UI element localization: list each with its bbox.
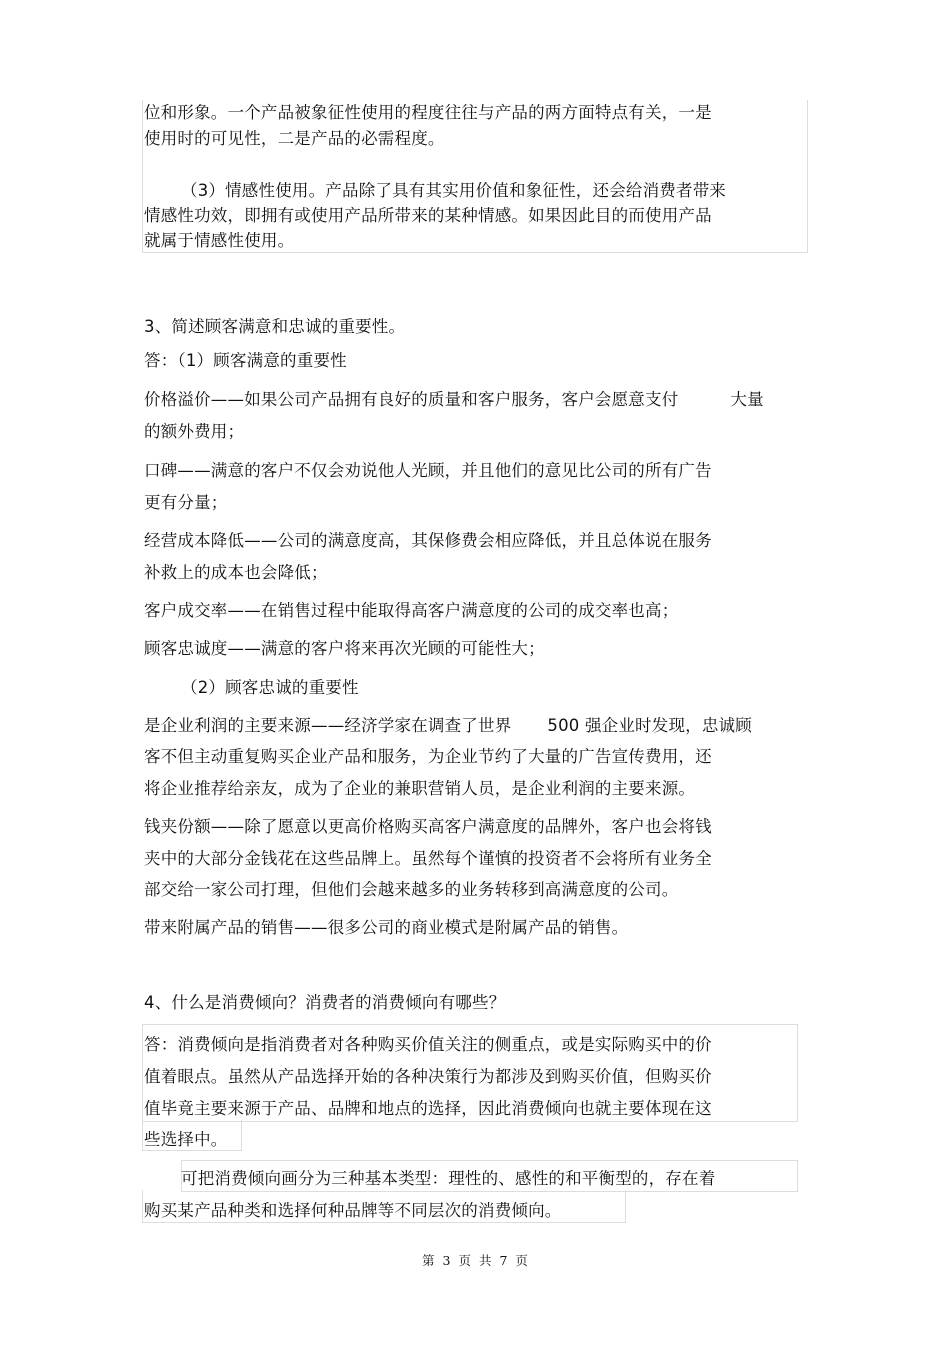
text-line	[144, 715, 752, 737]
footer-di: 第	[422, 1253, 435, 1268]
text-fragment: 是企业利润的主要来源——经济学家在调查了世界	[144, 716, 512, 735]
text-line: 客不但主动重复购买企业产品和服务，为企业节约了大量的广告宣传费用，还	[144, 747, 712, 766]
text-line: 就属于情感性使用。	[144, 231, 295, 250]
text-line: 值着眼点。虽然从产品选择开始的各种决策行为都涉及到购买价值，但购买价	[144, 1067, 712, 1086]
text-line: 补救上的成本也会降低；	[144, 563, 328, 582]
footer-ye: 页	[458, 1253, 471, 1268]
text-fragment: 大量	[730, 390, 764, 409]
text-line: 带来附属产品的销售——很多公司的商业模式是附属产品的销售。	[144, 918, 629, 937]
text-line: （3）情感性使用。产品除了具有其实用价值和象征性，还会给消费者带来	[181, 181, 727, 200]
text-line: 将企业推荐给亲友，成为了企业的兼职营销人员，是企业利润的主要来源。	[144, 779, 696, 798]
text-line: 使用时的可见性，二是产品的必需程度。	[144, 129, 445, 148]
text-line: 客户成交率——在销售过程中能取得高客户满意度的公司的成交率也高；	[144, 601, 679, 620]
text-line: 位和形象。一个产品被象征性使用的程度往往与产品的两方面特点有关，一是	[144, 103, 712, 122]
text-line: 夹中的大部分金钱花在这些品牌上。虽然每个谨慎的投资者不会将所有业务全	[144, 849, 712, 868]
sub-heading: （2）顾客忠诚的重要性	[181, 678, 359, 697]
text-line: 购买某产品种类和选择何种品牌等不同层次的消费倾向。	[144, 1201, 562, 1220]
text-line: 更有分量；	[144, 493, 228, 512]
text-line: 答：消费倾向是指消费者对各种购买价值关注的侧重点，或是实际购买中的价	[144, 1035, 712, 1054]
footer-gong: 共	[478, 1253, 492, 1268]
footer-ye2: 页	[515, 1253, 528, 1268]
text-fragment: 价格溢价——如果公司产品拥有良好的质量和客户服务，客户会愿意支付	[144, 390, 679, 409]
text-line: 顾客忠诚度——满意的客户将来再次光顾的可能性大；	[144, 639, 545, 658]
text-line: 口碑——满意的客户不仅会劝说他人光顾，并且他们的意见比公司的所有广告	[144, 461, 712, 480]
text-line: 情感性功效，即拥有或使用产品所带来的某种情感。如果因此目的而使用产品	[144, 206, 712, 225]
page-total: 7	[499, 1253, 508, 1268]
text-line	[144, 389, 764, 411]
text-line: 经营成本降低——公司的满意度高，其保修费会相应降低，并且总体说在服务	[144, 531, 712, 550]
page-number: 3	[442, 1253, 451, 1268]
page-footer	[0, 1251, 950, 1269]
question-title: 4、什么是消费倾向？消费者的消费倾向有哪些？	[144, 993, 506, 1012]
text-line: 值毕竟主要来源于产品、品牌和地点的选择，因此消费倾向也就主要体现在这	[144, 1099, 712, 1118]
text-line: 的额外费用；	[144, 422, 245, 441]
answer-heading: 答：（1）顾客满意的重要性	[144, 351, 347, 370]
text-fragment: 500 强企业时发现，忠诚顾	[547, 716, 752, 735]
question-title: 3、简述顾客满意和忠诚的重要性。	[144, 317, 406, 336]
text-line: 些选择中。	[144, 1130, 228, 1149]
text-line: 部交给一家公司打理，但他们会越来越多的业务转移到高满意度的公司。	[144, 880, 679, 899]
text-line: 钱夹份额——除了愿意以更高价格购买高客户满意度的品牌外，客户也会将钱	[144, 817, 712, 836]
text-line: 可把消费倾向画分为三种基本类型：理性的、感性的和平衡型的，存在着	[181, 1169, 716, 1188]
